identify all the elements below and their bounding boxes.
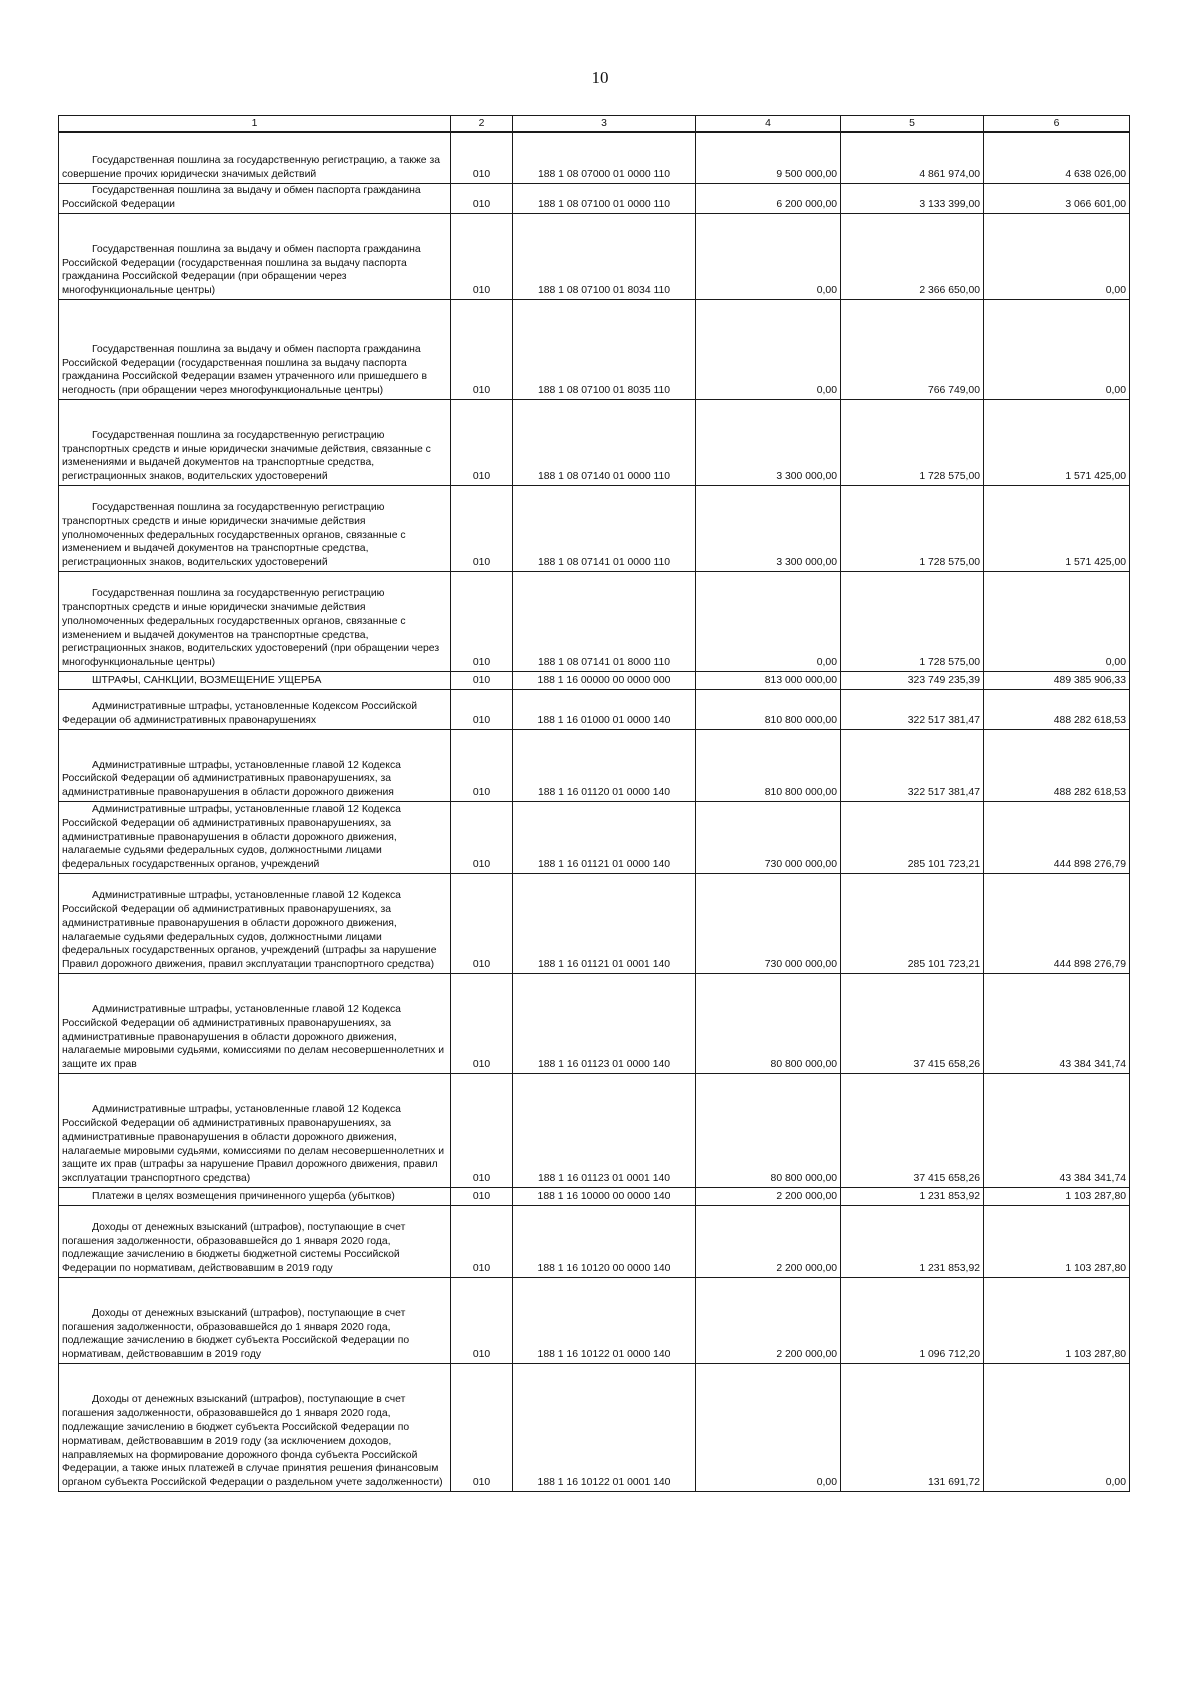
- table-row: [59, 300, 1130, 400]
- row-description-text: Государственная пошлина за государственную регистрацию, а также за совершение прочих юридически значимых действий: [62, 155, 440, 181]
- row-description: [59, 184, 451, 214]
- row-line-code: 010: [451, 1188, 513, 1206]
- row-description-text: Административные штрафы, установленные главой 12 Кодекса Российской Федерации об административных правонарушениях, за административные правонарушения в области дорожного движения, налагаемые судьями федеральных судов, должностными лицами федеральных государственных органов, учреждений: [62, 804, 401, 871]
- row-description: [59, 1278, 451, 1364]
- row-line-code: 010: [451, 132, 513, 184]
- table-row: [59, 1188, 1130, 1206]
- row-value-col5: 285 101 723,21: [841, 802, 984, 874]
- row-line-code: 010: [451, 730, 513, 802]
- row-value-col5: 1 728 575,00: [841, 400, 984, 486]
- row-description: [59, 214, 451, 300]
- row-value-col6: 488 282 618,53: [984, 690, 1130, 730]
- row-description-text: Административные штрафы, установленные Кодексом Российской Федерации об административных правонарушениях: [62, 701, 418, 727]
- row-line-code: 010: [451, 874, 513, 974]
- column-header-1: 1: [59, 116, 451, 132]
- row-value-col5: 322 517 381,47: [841, 730, 984, 802]
- row-budget-code: 188 1 08 07100 01 8035 110: [513, 300, 696, 400]
- row-value-col4: 0,00: [696, 300, 841, 400]
- table-row: [59, 672, 1130, 690]
- row-description-text: Административные штрафы, установленные главой 12 Кодекса Российской Федерации об административных правонарушениях, за административные правонарушения в области дорожного движения, налагаемые мировыми судьями, комиссиями по делам несовершеннолетних и защите их прав (штрафы за нарушение Правил дорожного движения, правил эксплуатации транспортного средства): [62, 1104, 445, 1185]
- row-description: [59, 132, 451, 184]
- row-value-col6: 43 384 341,74: [984, 974, 1130, 1074]
- row-value-col5: 1 728 575,00: [841, 572, 984, 672]
- table-row: [59, 1278, 1130, 1364]
- table-row: [59, 690, 1130, 730]
- column-header-5: 5: [841, 116, 984, 132]
- row-value-col5: 1 728 575,00: [841, 486, 984, 572]
- row-budget-code: 188 1 08 07100 01 0000 110: [513, 184, 696, 214]
- row-value-col6: 1 103 287,80: [984, 1278, 1130, 1364]
- row-description: [59, 802, 451, 874]
- row-description: [59, 1206, 451, 1278]
- row-budget-code: 188 1 16 01000 01 0000 140: [513, 690, 696, 730]
- row-description-text: Административные штрафы, установленные главой 12 Кодекса Российской Федерации об административных правонарушениях, за административные правонарушения в области дорожного движения: [62, 759, 401, 799]
- column-header-6: 6: [984, 116, 1130, 132]
- table-row: [59, 486, 1130, 572]
- row-description: [59, 300, 451, 400]
- row-value-col4: 9 500 000,00: [696, 132, 841, 184]
- row-budget-code: 188 1 16 01121 01 0001 140: [513, 874, 696, 974]
- row-value-col4: 3 300 000,00: [696, 400, 841, 486]
- row-budget-code: 188 1 16 01121 01 0000 140: [513, 802, 696, 874]
- row-description: [59, 1074, 451, 1188]
- row-value-col5: 766 749,00: [841, 300, 984, 400]
- row-value-col6: 1 571 425,00: [984, 486, 1130, 572]
- row-value-col4: 810 800 000,00: [696, 730, 841, 802]
- row-value-col6: 3 066 601,00: [984, 184, 1130, 214]
- row-description-text: Государственная пошлина за государственную регистрацию транспортных средств и иные юридически значимые действия, связанные с изменениями и выдачей документов на транспортные средства, регистрационных знаков, водительских удостоверений: [62, 429, 431, 483]
- row-description-text: Платежи в целях возмещения причиненного ущерба (убытков): [92, 1191, 395, 1203]
- row-value-col6: 0,00: [984, 572, 1130, 672]
- row-budget-code: 188 1 08 07100 01 8034 110: [513, 214, 696, 300]
- column-header-4: 4: [696, 116, 841, 132]
- row-value-col6: 444 898 276,79: [984, 874, 1130, 974]
- table-row: [59, 1206, 1130, 1278]
- table-row: [59, 572, 1130, 672]
- table-row: [59, 184, 1130, 214]
- row-value-col5: 322 517 381,47: [841, 690, 984, 730]
- row-description-text: Государственная пошлина за выдачу и обмен паспорта гражданина Российской Федерации (государственная пошлина за выдачу паспорта гражданина Российской Федерации (при обращении через многофункциональные центры): [62, 243, 421, 297]
- table-row: [59, 1364, 1130, 1492]
- row-budget-code: 188 1 08 07140 01 0000 110: [513, 400, 696, 486]
- row-budget-code: 188 1 08 07141 01 8000 110: [513, 572, 696, 672]
- row-value-col5: 131 691,72: [841, 1364, 984, 1492]
- row-budget-code: 188 1 16 01123 01 0000 140: [513, 974, 696, 1074]
- row-line-code: 010: [451, 400, 513, 486]
- row-value-col6: 0,00: [984, 1364, 1130, 1492]
- row-value-col6: 4 638 026,00: [984, 132, 1130, 184]
- row-line-code: 010: [451, 690, 513, 730]
- row-value-col4: 813 000 000,00: [696, 672, 841, 690]
- row-description-text: Административные штрафы, установленные главой 12 Кодекса Российской Федерации об административных правонарушениях, за административные правонарушения в области дорожного движения, налагаемые мировыми судьями, комиссиями по делам несовершеннолетних и защите их прав: [62, 1004, 445, 1071]
- row-description-text: ШТРАФЫ, САНКЦИИ, ВОЗМЕЩЕНИЕ УЩЕРБА: [92, 675, 322, 687]
- row-description-text: Административные штрафы, установленные главой 12 Кодекса Российской Федерации об административных правонарушениях, за административные правонарушения в области дорожного движения, налагаемые судьями федеральных судов, должностными лицами федеральных государственных органов, учреждений (штрафы за нарушение Правил дорожного движения, правил эксплуатации транспортного средства): [62, 890, 437, 971]
- table-row: [59, 874, 1130, 974]
- row-value-col4: 2 200 000,00: [696, 1206, 841, 1278]
- row-value-col6: 489 385 906,33: [984, 672, 1130, 690]
- row-value-col4: 810 800 000,00: [696, 690, 841, 730]
- row-value-col5: 3 133 399,00: [841, 184, 984, 214]
- row-description: [59, 486, 451, 572]
- row-budget-code: 188 1 16 10122 01 0001 140: [513, 1364, 696, 1492]
- row-budget-code: 188 1 16 10000 00 0000 140: [513, 1188, 696, 1206]
- table-body: [59, 132, 1130, 1492]
- row-value-col5: 1 231 853,92: [841, 1188, 984, 1206]
- row-value-col6: 488 282 618,53: [984, 730, 1130, 802]
- row-line-code: 010: [451, 572, 513, 672]
- row-line-code: 010: [451, 974, 513, 1074]
- row-value-col5: 1 231 853,92: [841, 1206, 984, 1278]
- row-value-col4: 730 000 000,00: [696, 874, 841, 974]
- row-description: [59, 874, 451, 974]
- row-description: [59, 730, 451, 802]
- row-budget-code: 188 1 16 00000 00 0000 000: [513, 672, 696, 690]
- row-line-code: 010: [451, 1206, 513, 1278]
- row-value-col5: 285 101 723,21: [841, 874, 984, 974]
- row-line-code: 010: [451, 1278, 513, 1364]
- row-line-code: 010: [451, 1364, 513, 1492]
- row-description-text: Доходы от денежных взысканий (штрафов), поступающие в счет погашения задолженности, образовавшейся до 1 января 2020 года, подлежащие зачислению в бюджеты бюджетной системы Российской Федерации по нормативам, действовавшим в 2019 году: [62, 1221, 406, 1275]
- row-description: [59, 1364, 451, 1492]
- row-value-col4: 2 200 000,00: [696, 1278, 841, 1364]
- row-budget-code: 188 1 16 01120 01 0000 140: [513, 730, 696, 802]
- page-number: 10: [591, 68, 609, 87]
- column-header-2: 2: [451, 116, 513, 132]
- row-value-col4: 80 800 000,00: [696, 1074, 841, 1188]
- row-line-code: 010: [451, 802, 513, 874]
- row-value-col4: 730 000 000,00: [696, 802, 841, 874]
- row-value-col6: 1 103 287,80: [984, 1206, 1130, 1278]
- table-row: [59, 730, 1130, 802]
- row-budget-code: 188 1 16 10120 00 0000 140: [513, 1206, 696, 1278]
- row-budget-code: 188 1 16 10122 01 0000 140: [513, 1278, 696, 1364]
- row-value-col5: 37 415 658,26: [841, 974, 984, 1074]
- row-description-text: Государственная пошлина за выдачу и обмен паспорта гражданина Российской Федерации (государственная пошлина за выдачу паспорта гражданина Российской Федерации взамен утраченного или пришедшего в негодность (при обращении через многофункциональные центры): [62, 343, 427, 397]
- row-description: [59, 690, 451, 730]
- row-line-code: 010: [451, 1074, 513, 1188]
- row-description-text: Государственная пошлина за выдачу и обмен паспорта гражданина Российской Федерации: [62, 185, 421, 211]
- table-header-row: [59, 116, 1130, 132]
- row-description: [59, 974, 451, 1074]
- column-header-3: 3: [513, 116, 696, 132]
- row-value-col4: 0,00: [696, 572, 841, 672]
- row-value-col6: 43 384 341,74: [984, 1074, 1130, 1188]
- row-value-col4: 3 300 000,00: [696, 486, 841, 572]
- row-value-col4: 0,00: [696, 1364, 841, 1492]
- row-value-col5: 37 415 658,26: [841, 1074, 984, 1188]
- row-budget-code: 188 1 08 07141 01 0000 110: [513, 486, 696, 572]
- row-line-code: 010: [451, 214, 513, 300]
- row-description: [59, 400, 451, 486]
- row-line-code: 010: [451, 672, 513, 690]
- row-value-col5: 2 366 650,00: [841, 214, 984, 300]
- row-line-code: 010: [451, 300, 513, 400]
- row-value-col6: 1 103 287,80: [984, 1188, 1130, 1206]
- row-value-col5: 1 096 712,20: [841, 1278, 984, 1364]
- row-budget-code: 188 1 08 07000 01 0000 110: [513, 132, 696, 184]
- row-description-text: Государственная пошлина за государственную регистрацию транспортных средств и иные юридически значимые действия уполномоченных федеральных государственных органов, связанные с изменением и выдачей документов на транспортные средства, регистрационных знаков, водительских удостоверений: [62, 502, 406, 569]
- row-value-col4: 80 800 000,00: [696, 974, 841, 1074]
- table-row: [59, 802, 1130, 874]
- row-description: [59, 672, 451, 690]
- row-value-col6: 444 898 276,79: [984, 802, 1130, 874]
- table-row: [59, 400, 1130, 486]
- row-value-col5: 4 861 974,00: [841, 132, 984, 184]
- row-value-col4: 0,00: [696, 214, 841, 300]
- row-budget-code: 188 1 16 01123 01 0001 140: [513, 1074, 696, 1188]
- row-description-text: Доходы от денежных взысканий (штрафов), поступающие в счет погашения задолженности, образовавшейся до 1 января 2020 года, подлежащие зачислению в бюджет субъекта Российской Федерации по нормативам, действовавшим в 2019 году (за исключением доходов, направляемых на формирование дорожного фонда субъекта Российской Федерации, а также иных платежей в случае принятия решения финансовым органом субъекта Российской Федерации о раздельном учете задолженности): [62, 1394, 443, 1489]
- row-line-code: 010: [451, 486, 513, 572]
- row-value-col6: 0,00: [984, 300, 1130, 400]
- row-value-col5: 323 749 235,39: [841, 672, 984, 690]
- table-row: [59, 132, 1130, 184]
- row-description-text: Государственная пошлина за государственную регистрацию транспортных средств и иные юридически значимые действия уполномоченных федеральных государственных органов, связанные с изменением и выдачей документов на транспортные средства, регистрационных знаков, водительских удостоверений (при обращении через многофункциональные центры): [62, 588, 440, 669]
- revenue-table: [58, 115, 1130, 1492]
- row-value-col6: 1 571 425,00: [984, 400, 1130, 486]
- row-value-col4: 6 200 000,00: [696, 184, 841, 214]
- row-line-code: 010: [451, 184, 513, 214]
- row-description: [59, 572, 451, 672]
- row-description-text: Доходы от денежных взысканий (штрафов), поступающие в счет погашения задолженности, образовавшейся до 1 января 2020 года, подлежащие зачислению в бюджет субъекта Российской Федерации по нормативам, действовавшим в 2019 году: [62, 1307, 410, 1361]
- table-row: [59, 214, 1130, 300]
- row-value-col6: 0,00: [984, 214, 1130, 300]
- row-description: [59, 1188, 451, 1206]
- table-row: [59, 1074, 1130, 1188]
- table-row: [59, 974, 1130, 1074]
- row-value-col4: 2 200 000,00: [696, 1188, 841, 1206]
